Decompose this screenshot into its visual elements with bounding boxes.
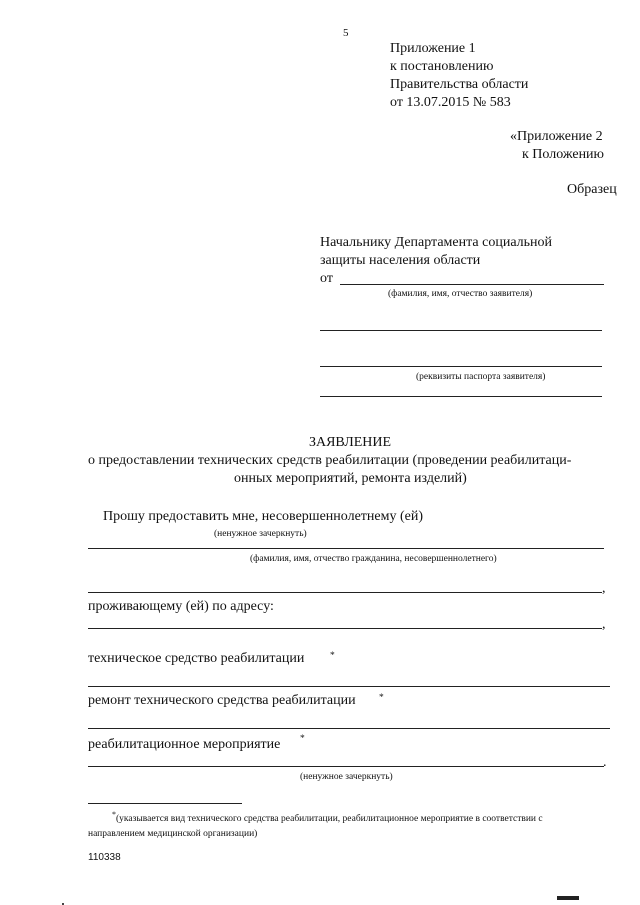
sample-label: Образец [567, 182, 617, 197]
strike-note: (ненужное зачеркнуть) [214, 529, 307, 539]
measure-field[interactable] [88, 766, 604, 767]
appendix2-line1: «Приложение 2 [510, 129, 603, 144]
appendix2-line2: к Положению [522, 147, 605, 162]
comma-mark: , [602, 581, 606, 596]
passport-field[interactable] [320, 366, 602, 367]
tech-means-field[interactable] [88, 686, 610, 687]
passport-caption: (реквизиты паспорта заявителя) [416, 372, 546, 382]
addressee-line2: защиты населения области [320, 253, 481, 268]
passport-extra-field[interactable] [320, 396, 602, 397]
document-code: 110338 [88, 852, 121, 863]
footnote-separator [88, 803, 242, 804]
address-field[interactable] [88, 628, 602, 629]
applicant-caption: (фамилия, имя, отчество заявителя) [388, 289, 533, 299]
tech-means-asterisk: * [330, 651, 335, 661]
repair-field[interactable] [88, 728, 610, 729]
request-text: Прошу предоставить мне, несовершеннолетнему (ей) [103, 509, 423, 524]
appendix1-line4: от 13.07.2015 № 583 [390, 95, 511, 110]
address-label: проживающему (ей) по адресу: [88, 599, 274, 614]
repair-label: ремонт технического средства реабилитации [88, 693, 356, 708]
footnote-line1: (указывается вид технического средства реабилитации, реабилитационное мероприятие в соответствии с [116, 814, 543, 824]
document-title: ЗАЯВЛЕНИЕ [308, 435, 392, 450]
tech-means-label: техническое средство реабилитации [88, 651, 305, 666]
strike-note-bottom: (ненужное зачеркнуть) [300, 772, 393, 782]
appendix1-line3: Правительства области [390, 77, 529, 92]
period-mark: . [603, 755, 607, 770]
citizen-name-field[interactable] [88, 548, 604, 549]
measure-asterisk: * [300, 734, 305, 744]
appendix1-line1: Приложение 1 [390, 41, 476, 56]
appendix1-line2: к постановлению [390, 59, 494, 74]
document-subtitle-line2: онных мероприятий, ремонта изделий) [234, 471, 467, 486]
applicant-name-field[interactable] [340, 284, 604, 285]
citizen-extra-field[interactable] [88, 592, 602, 593]
comma-mark-2: , [602, 617, 606, 632]
repair-asterisk: * [379, 693, 384, 703]
from-label: от [320, 271, 333, 286]
footnote-marker: * [112, 810, 116, 819]
addressee-line1: Начальнику Департамента социальной [320, 235, 553, 250]
citizen-caption: (фамилия, имя, отчество гражданина, несовершеннолетнего) [250, 554, 497, 564]
document-subtitle-line1: о предоставлении технических средств реабилитации (проведении реабилитаци- [88, 453, 572, 468]
applicant-extra-field[interactable] [320, 330, 602, 331]
page-number: 5 [343, 27, 349, 39]
measure-label: реабилитационное мероприятие [88, 737, 281, 752]
scan-mark [557, 896, 579, 900]
footnote-line2: направлением медицинской организации) [88, 829, 258, 839]
